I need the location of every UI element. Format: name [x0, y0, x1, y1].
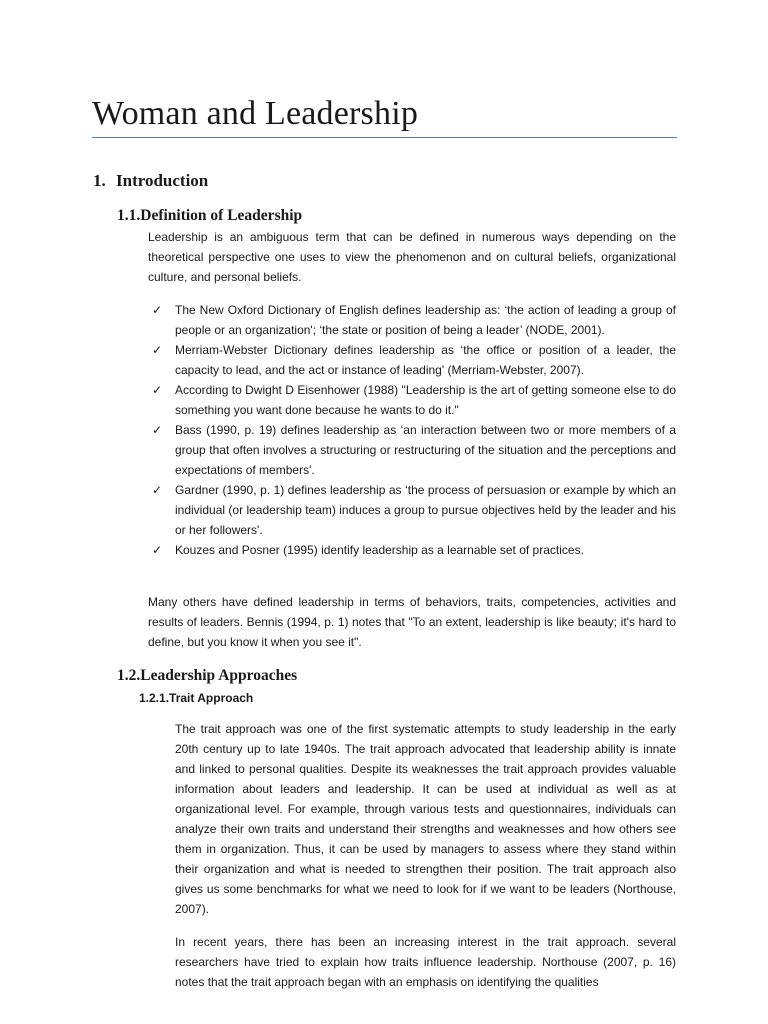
- list-item: [148, 340, 676, 380]
- list-item: [148, 380, 676, 420]
- document-title: Woman and Leadership: [92, 95, 419, 132]
- list-item-text: The New Oxford Dictionary of English defines leadership as: ‘the action of leading a group of people or an organization'; ‘the state or position of being a leader’ (NODE, 2001).: [175, 303, 676, 337]
- checkmark-icon: ✓: [152, 343, 163, 357]
- checkmark-icon: ✓: [152, 543, 163, 557]
- list-item-text: Merriam-Webster Dictionary defines leadership as ‘the office or position of a leader, the capacity to lead, and the act or instance of leading' (Merriam-Webster, 2007).: [175, 343, 676, 377]
- trait-approach-paragraph-1: The trait approach was one of the first systematic attempts to study leadership in the early 20th century up to late 1940s. The trait approach advocated that leadership ability is innate and linked to personal qualities. Despite its weaknesses the trait approach provides valuable information about leaders and leadership. It can be used at individual as well as at organizational level. For example, through various tests and questionnaires, individuals can analyze their own traits and understand their strengths and weaknesses and how others see them in organization. Thus, it can be used by managers to assess where they stand within their organization and what is needed to strengthen their position. The trait approach also gives us some benchmarks for what we need to look for if we want to be leaders (Northouse, 2007).: [175, 722, 676, 916]
- checkmark-icon: ✓: [152, 423, 163, 437]
- list-item: [148, 540, 676, 560]
- list-item: [148, 300, 676, 340]
- list-item: [148, 420, 676, 480]
- section-number: 1.: [93, 171, 106, 190]
- subsection-heading-approaches: 1.2.Leadership Approaches: [117, 667, 298, 684]
- list-item-text: Gardner (1990, p. 1) defines leadership as ‘the process of persuasion or example by which an individual (or leadership team) induces a group to pursue objectives held by the leader and his or her followers'.: [175, 483, 676, 537]
- checkmark-icon: ✓: [152, 483, 163, 497]
- list-item-text: Kouzes and Posner (1995) identify leadership as a learnable set of practices.: [175, 543, 584, 557]
- checkmark-icon: ✓: [152, 383, 163, 397]
- title-underline: [92, 137, 677, 138]
- subsection-heading-definition: 1.1.Definition of Leadership: [117, 207, 303, 224]
- checkmark-icon: ✓: [152, 303, 163, 317]
- subsubsection-heading-trait: 1.2.1.Trait Approach: [139, 691, 254, 705]
- definition-intro-paragraph: Leadership is an ambiguous term that can be defined in numerous ways depending on the theoretical perspective one uses to view the phenomenon and on cultural beliefs, organizational culture, and personal beliefs.: [148, 230, 676, 284]
- list-item-text: Bass (1990, p. 19) defines leadership as ‘an interaction between two or more members of a group that often involves a structuring or restructuring of the situation and the perceptions and expectations of members'.: [175, 423, 676, 477]
- definition-closing-paragraph: Many others have defined leadership in terms of behaviors, traits, competencies, activities and results of leaders. Bennis (1994, p. 1) notes that "To an extent, leadership is like beauty; it's hard to define, but you know it when you see it".: [148, 595, 676, 649]
- section-heading-introduction: [93, 170, 208, 192]
- list-item-text: According to Dwight D Eisenhower (1988) "Leadership is the art of getting someone else to do something you want done because he wants to do it.": [175, 383, 676, 417]
- section-title: Introduction: [116, 171, 209, 190]
- trait-approach-paragraph-2: In recent years, there has been an increasing interest in the trait approach. several researchers have tried to explain how traits influence leadership. Northouse (2007, p. 16) notes that the trait approach began with an emphasis on identifying the qualities: [175, 935, 676, 989]
- list-item: [148, 480, 676, 540]
- definitions-list: [148, 300, 676, 560]
